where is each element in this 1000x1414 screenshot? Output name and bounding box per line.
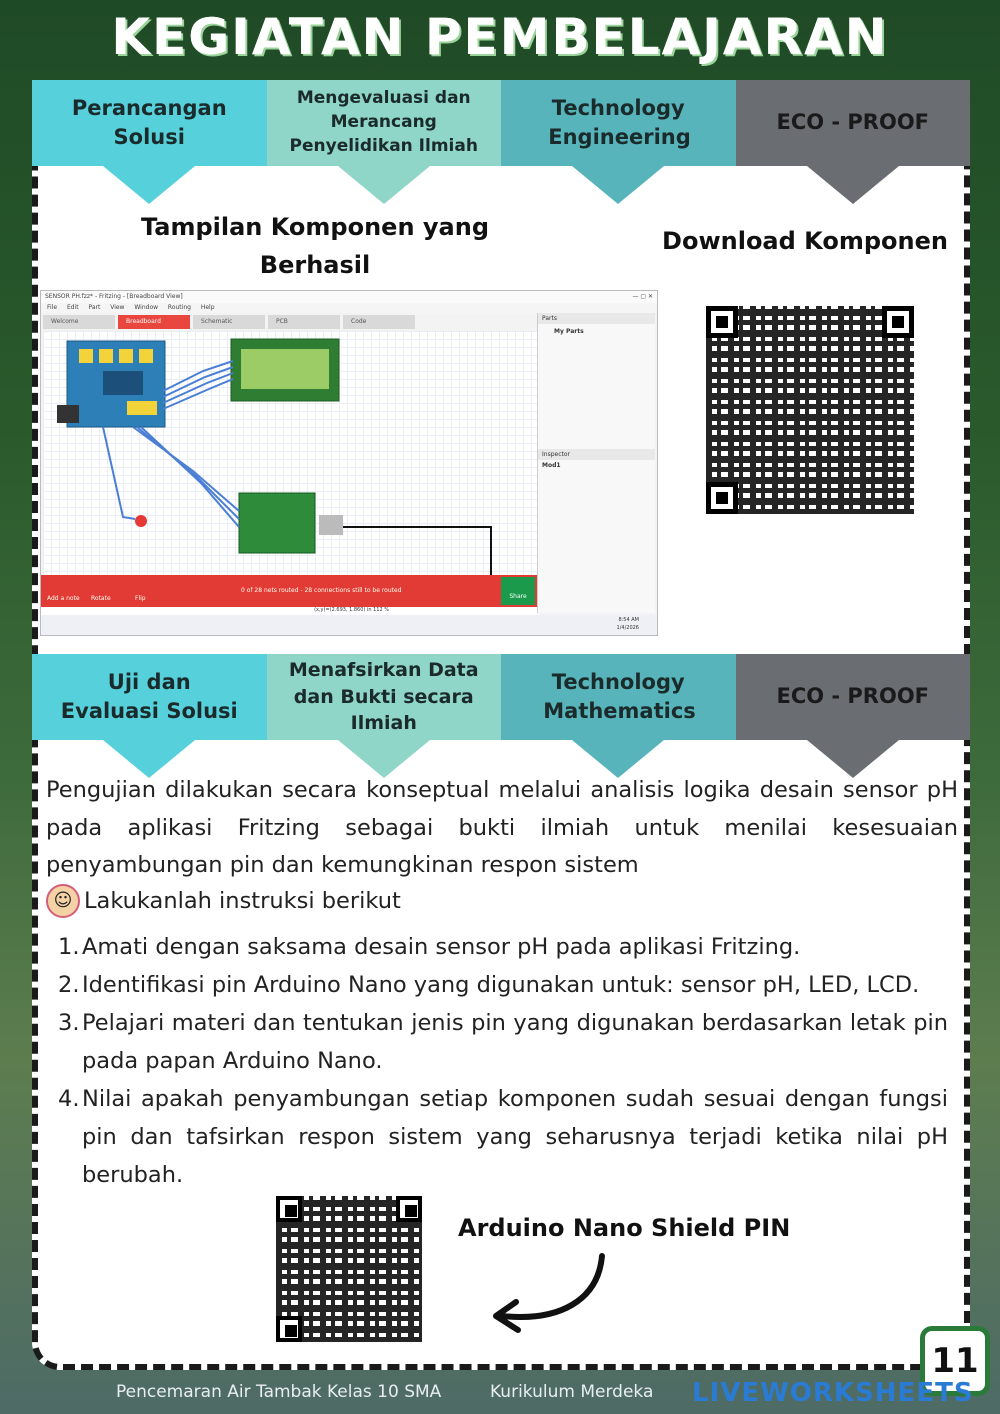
title-line: Tampilan Komponen yang Berhasil: [141, 213, 489, 280]
routing-status-bar: [41, 575, 539, 607]
tool-rotate: Rotate: [91, 595, 111, 602]
tab-welcome: Welcome: [43, 315, 115, 329]
step-text: Identifikasi pin Arduino Nano yang digunakan untuk: sensor pH, LED, LCD.: [82, 972, 920, 998]
arduino-pin-qr[interactable]: [276, 1196, 422, 1342]
led: [135, 515, 147, 527]
qr-finder: [276, 1316, 302, 1342]
qr-finder: [276, 1196, 302, 1222]
qr-finder: [706, 306, 738, 338]
view-tabs: [43, 315, 537, 329]
tab-uji-evaluasi: [32, 654, 267, 740]
taskbar-time: 8:54 AM: [618, 617, 639, 623]
tab-eco-proof: [736, 80, 971, 166]
tab-technology-mathematics: [501, 654, 736, 740]
liveworksheets-logo[interactable]: LIVEWORKSHEETS: [692, 1378, 974, 1408]
tab-label: Menafsirkan Data dan Bukti secara Ilmiah: [288, 659, 479, 735]
page-number-badge: 11: [920, 1326, 990, 1396]
ph-sensor-board: [239, 493, 315, 553]
tab-schematic: Schematic: [193, 315, 265, 329]
bottom-tab-bar: [32, 654, 970, 740]
list-item: [58, 928, 948, 966]
inspector-item: Mod1: [542, 462, 561, 469]
routing-status: 0 of 28 nets routed - 28 connections still to be routed: [241, 587, 402, 594]
step-number: 3.: [58, 1010, 80, 1036]
step-number: 2.: [58, 972, 80, 998]
circuit-diagram: [43, 331, 537, 607]
tab-label: Mengevaluasi dan Merancang Penyelidikan Ilmiah: [289, 88, 478, 156]
breadboard-canvas: [43, 331, 537, 607]
footer: [0, 1376, 1000, 1414]
window-controls-icon: — ▢ ✕: [632, 293, 653, 300]
window-titlebar: [41, 291, 657, 303]
instruction-heading: [46, 884, 401, 918]
intro-paragraph: Pengujian dilakukan secara konseptual melalui analisis logika desain sensor pH pada aplikasi Fritzing sebagai bukti ilmiah untuk menilai kesesuaian penyambungan pin dan kemungkinan respon sistem: [46, 777, 958, 878]
page-title: KEGIATAN PEMBELAJARAN: [111, 8, 889, 66]
coords-readout: (x,y)=(2.693, 1.860) in 112 %: [41, 607, 539, 615]
instruction-steps: [58, 928, 948, 1194]
tab-eco-proof-2: [736, 654, 971, 740]
tab-label: ECO - PROOF: [776, 684, 930, 709]
inspector-header: Inspector: [538, 449, 655, 460]
list-item: [58, 1080, 948, 1194]
section1-right-title: Download Komponen: [662, 227, 948, 255]
tab-pcb: PCB: [268, 315, 340, 329]
step-text: Amati dengan saksama desain sensor pH pada aplikasi Fritzing.: [82, 934, 801, 960]
tab-label: Uji dan Evaluasi Solusi: [60, 669, 238, 723]
instruction-text: Lakukanlah instruksi berikut: [84, 888, 401, 914]
teacher-icon: ☺: [46, 884, 80, 918]
qr-finder: [706, 482, 738, 514]
menu-bar: File Edit Part View Window Routing Help: [41, 303, 657, 313]
taskbar-date: 1/4/2026: [616, 625, 639, 631]
parts-panel: [537, 313, 655, 613]
footer-course: Pencemaran Air Tambak Kelas 10 SMA: [116, 1382, 442, 1402]
arduino-pin-label: Arduino Nano Shield PIN: [458, 1214, 791, 1242]
tab-breadboard: Breadboard: [118, 315, 190, 329]
parts-header: Parts: [538, 313, 655, 324]
tab-menafsirkan-data: [267, 654, 502, 740]
footer-curriculum: Kurikulum Merdeka: [490, 1382, 654, 1402]
step-text: Pelajari materi dan tentukan jenis pin yang digunakan berdasarkan letak pin pada papan Arduino Nano.: [82, 1010, 948, 1074]
tab-code: Code: [343, 315, 415, 329]
tab-label: Technology Mathematics: [543, 669, 696, 723]
windows-taskbar: [41, 615, 658, 635]
tab-label: Perancangan Solusi: [71, 95, 227, 149]
tab-technology-engineering: [501, 80, 736, 166]
step-text: Nilai apakah penyambungan setiap komponen sudah sesuai dengan fungsi pin dan tafsirkan respon sistem yang seharusnya terjadi ketika nilai pH berubah.: [82, 1086, 948, 1188]
tab-mengevaluasi: [267, 80, 502, 166]
list-item: [58, 966, 948, 1004]
tool-flip: Flip: [135, 595, 146, 602]
qr-finder: [396, 1196, 422, 1222]
top-tab-bar: [32, 80, 970, 166]
list-item: [58, 1004, 948, 1080]
qr-finder: [882, 306, 914, 338]
tab-perancangan-solusi: [32, 80, 267, 166]
fritzing-screenshot: [40, 290, 658, 636]
tool-add-note: Add a note: [47, 595, 80, 602]
share-button: Share: [501, 577, 535, 605]
step-number: 1.: [58, 934, 80, 960]
curved-arrow-icon: [490, 1250, 610, 1334]
window-title: SENSOR PH.fzz* - Fritzing - [Breadboard View]: [45, 293, 183, 300]
tab-label: ECO - PROOF: [776, 110, 930, 135]
download-components-qr[interactable]: [706, 306, 914, 514]
parts-bin: [538, 339, 655, 449]
tab-label: Technology Engineering: [548, 95, 691, 149]
step-number: 4.: [58, 1086, 80, 1112]
my-parts-label: My Parts: [554, 328, 584, 335]
